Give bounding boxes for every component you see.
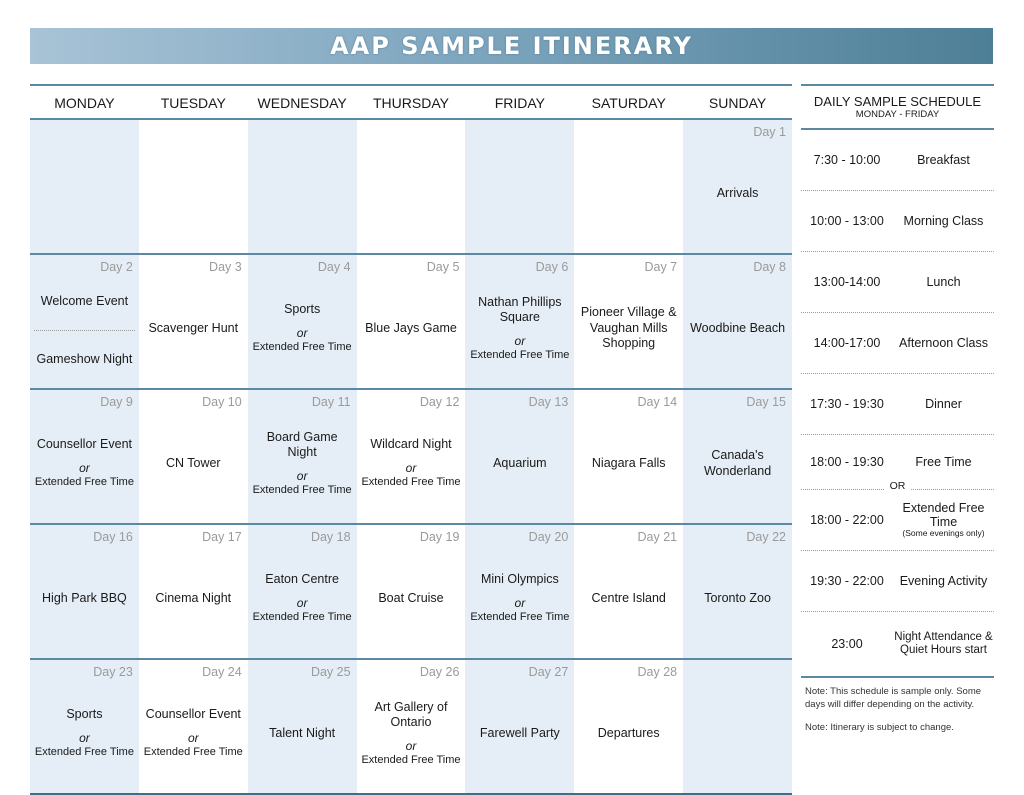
day-number: Day 5 bbox=[426, 260, 460, 274]
day-number: Day 16 bbox=[93, 530, 133, 544]
schedule-time: 13:00-14:00 bbox=[813, 275, 881, 289]
day-cell bbox=[139, 660, 248, 793]
event-name: Counsellor Event bbox=[145, 707, 241, 722]
day-cell bbox=[574, 660, 683, 793]
calendar-header bbox=[30, 84, 792, 120]
day-cell bbox=[574, 525, 683, 658]
schedule-activity: Extended Free Time bbox=[902, 500, 985, 530]
event-name: CN Tower bbox=[165, 455, 221, 470]
day-number: Day 6 bbox=[535, 260, 569, 274]
day-cell bbox=[465, 660, 574, 793]
alternative-event: Extended Free Time bbox=[34, 745, 134, 758]
schedule-activity: Night Attendance & Quiet Hours start bbox=[894, 630, 993, 656]
calendar-week bbox=[30, 660, 792, 795]
schedule-time: 23:00 bbox=[831, 637, 863, 651]
day-number: Day 13 bbox=[528, 395, 569, 409]
event-name: Pioneer Village & bbox=[580, 305, 677, 320]
schedule-notes bbox=[801, 676, 994, 734]
schedule-row bbox=[801, 130, 994, 191]
day-number: Day 2 bbox=[100, 260, 133, 274]
alternative-event: Extended Free Time bbox=[252, 610, 352, 623]
schedule-row bbox=[801, 191, 994, 252]
calendar-week bbox=[30, 255, 792, 390]
schedule-activity: Dinner bbox=[925, 396, 962, 411]
header-saturday: SATURDAY bbox=[591, 95, 666, 111]
event-name: Sports bbox=[66, 707, 103, 722]
schedule-time: 17:30 - 19:30 bbox=[810, 397, 884, 411]
day-cell bbox=[683, 255, 792, 388]
event-name: Gameshow Night bbox=[36, 351, 133, 366]
schedule-time: 7:30 - 10:00 bbox=[813, 153, 881, 167]
day-number: Day 25 bbox=[310, 665, 351, 679]
day-number: Day 12 bbox=[419, 395, 460, 409]
day-cell bbox=[30, 120, 139, 253]
schedule-time: 18:00 - 19:30 bbox=[810, 455, 884, 469]
day-number: Day 22 bbox=[746, 530, 786, 544]
event-name: Counsellor Event bbox=[36, 437, 133, 452]
alternative-event: Extended Free Time bbox=[361, 753, 461, 766]
event-name: Woodbine Beach bbox=[690, 320, 786, 335]
event-name: Mini Olympics bbox=[480, 572, 559, 587]
event-name: Niagara Falls bbox=[591, 455, 666, 470]
schedule-time: 19:30 - 22:00 bbox=[810, 574, 884, 588]
or-label: or bbox=[296, 325, 308, 340]
event-name: Vaughan Mills bbox=[589, 320, 668, 335]
alternative-event: Extended Free Time bbox=[143, 745, 243, 758]
schedule-time: 18:00 - 22:00 bbox=[810, 513, 884, 527]
event-name: Blue Jays Game bbox=[365, 320, 457, 335]
or-label: or bbox=[296, 595, 308, 610]
page-title: AAP SAMPLE ITINERARY bbox=[330, 32, 693, 60]
event-name: Art Gallery of bbox=[374, 699, 448, 714]
schedule-header bbox=[801, 84, 994, 130]
day-cell bbox=[683, 390, 792, 523]
event-name: Farewell Party bbox=[479, 725, 560, 740]
day-number: Day 19 bbox=[419, 530, 460, 544]
schedule-time: 10:00 - 13:00 bbox=[810, 214, 884, 228]
or-label: or bbox=[296, 468, 308, 483]
day-cell bbox=[30, 390, 139, 523]
day-cell bbox=[248, 660, 357, 793]
event-name: Sports bbox=[284, 302, 321, 317]
day-cell bbox=[139, 390, 248, 523]
event-name: Cinema Night bbox=[155, 590, 232, 605]
or-label: or bbox=[79, 730, 90, 745]
alternative-event: Extended Free Time bbox=[252, 340, 352, 353]
header-thursday: THURSDAY bbox=[373, 95, 449, 111]
split-events bbox=[30, 273, 139, 388]
alternative-event: Extended Free Time bbox=[361, 475, 461, 488]
day-number: Day 24 bbox=[202, 665, 242, 679]
header-friday: FRIDAY bbox=[494, 95, 545, 111]
schedule-row bbox=[801, 612, 994, 676]
day-number: Day 3 bbox=[209, 260, 242, 274]
event-name: Canada's bbox=[711, 447, 764, 462]
day-cell bbox=[683, 660, 792, 793]
calendar-weeks bbox=[30, 120, 792, 795]
day-number: Day 28 bbox=[637, 665, 678, 679]
or-label: OR bbox=[884, 480, 912, 492]
day-number: Day 8 bbox=[753, 260, 786, 274]
schedule-activity-note: (Some evenings only) bbox=[902, 528, 985, 539]
day-cell bbox=[683, 120, 792, 253]
schedule-or-divider bbox=[801, 480, 994, 492]
title-banner bbox=[30, 28, 993, 64]
day-cell bbox=[465, 255, 574, 388]
day-number: Day 10 bbox=[202, 395, 242, 409]
schedule-row bbox=[801, 551, 994, 612]
day-cell bbox=[574, 120, 683, 253]
or-label: or bbox=[405, 738, 417, 753]
alternative-event: Extended Free Time bbox=[470, 348, 570, 361]
event-name: Boat Cruise bbox=[378, 590, 444, 605]
day-cell bbox=[248, 255, 357, 388]
day-number: Day 21 bbox=[637, 530, 678, 544]
day-cell bbox=[465, 525, 574, 658]
or-label: or bbox=[514, 595, 526, 610]
day-cell bbox=[357, 390, 466, 523]
schedule-note: Note: Itinerary is subject to change. bbox=[805, 721, 954, 733]
day-cell bbox=[357, 255, 466, 388]
event-name: Talent Night bbox=[269, 725, 336, 740]
header-tuesday: TUESDAY bbox=[160, 95, 226, 111]
calendar-week bbox=[30, 525, 792, 660]
schedule-row bbox=[801, 490, 994, 551]
alternative-event: Extended Free Time bbox=[252, 483, 352, 496]
event-name: Toronto Zoo bbox=[704, 590, 771, 605]
event-name: Scavenger Hunt bbox=[148, 320, 239, 335]
day-cell bbox=[465, 390, 574, 523]
day-cell bbox=[357, 660, 466, 793]
event-name: Shopping bbox=[602, 336, 656, 351]
event-name: Square bbox=[499, 310, 540, 325]
day-number: Day 9 bbox=[100, 395, 133, 409]
day-number: Day 26 bbox=[419, 665, 460, 679]
schedule-title: DAILY SAMPLE SCHEDULE bbox=[813, 94, 982, 109]
day-number: Day 11 bbox=[311, 395, 351, 409]
schedule-subtitle: MONDAY - FRIDAY bbox=[855, 109, 940, 120]
event-name: Wonderland bbox=[703, 463, 772, 478]
schedule-activity: Free Time bbox=[915, 454, 972, 469]
schedule-activity-extended bbox=[893, 501, 994, 540]
day-cell bbox=[248, 525, 357, 658]
day-cell bbox=[248, 390, 357, 523]
day-number: Day 7 bbox=[644, 260, 678, 274]
day-cell bbox=[30, 525, 139, 658]
or-label: or bbox=[79, 460, 90, 475]
day-number: Day 14 bbox=[637, 395, 678, 409]
daily-schedule bbox=[801, 84, 994, 744]
event-name: High Park BBQ bbox=[42, 590, 127, 605]
schedule-activity: Afternoon Class bbox=[899, 335, 988, 350]
event-name: Nathan Phillips bbox=[478, 294, 562, 309]
alternative-event: Extended Free Time bbox=[34, 475, 134, 488]
day-cell bbox=[465, 120, 574, 253]
schedule-row bbox=[801, 374, 994, 435]
event-name: Centre Island bbox=[591, 590, 666, 605]
day-number: Day 4 bbox=[317, 260, 351, 274]
day-cell bbox=[248, 120, 357, 253]
event-name: Aquarium bbox=[493, 455, 547, 470]
day-number: Day 1 bbox=[753, 125, 786, 139]
day-cell bbox=[574, 390, 683, 523]
schedule-activity: Evening Activity bbox=[899, 573, 988, 588]
day-number: Day 15 bbox=[746, 395, 786, 409]
day-cell bbox=[683, 525, 792, 658]
day-cell bbox=[139, 120, 248, 253]
schedule-note: Note: This schedule is sample only. Some days will differ depending on the activity. bbox=[805, 686, 982, 710]
event-name: Board Game bbox=[266, 429, 338, 444]
day-number: Day 23 bbox=[93, 665, 133, 679]
event-name: Departures bbox=[597, 725, 660, 740]
event-name: Ontario bbox=[390, 715, 432, 730]
event-name: Wildcard Night bbox=[370, 437, 452, 452]
schedule-activity: Lunch bbox=[926, 274, 961, 289]
event-name: Eaton Centre bbox=[265, 572, 339, 587]
day-number: Day 20 bbox=[528, 530, 569, 544]
calendar-week bbox=[30, 120, 792, 255]
day-cell bbox=[357, 120, 466, 253]
or-label: or bbox=[187, 730, 199, 745]
or-label: or bbox=[514, 333, 526, 348]
day-number: Day 17 bbox=[202, 530, 242, 544]
event-name: Night bbox=[287, 445, 317, 460]
or-label: or bbox=[405, 460, 417, 475]
schedule-row bbox=[801, 252, 994, 313]
schedule-activity: Breakfast bbox=[917, 152, 970, 167]
day-number: Day 27 bbox=[528, 665, 569, 679]
event-name: Arrivals bbox=[716, 185, 759, 200]
day-cell bbox=[139, 255, 248, 388]
day-cell bbox=[30, 660, 139, 793]
event-name: Welcome Event bbox=[40, 293, 129, 308]
schedule-activity: Morning Class bbox=[903, 213, 984, 228]
header-monday: MONDAY bbox=[54, 95, 115, 111]
schedule-time: 14:00-17:00 bbox=[813, 336, 881, 350]
schedule-row bbox=[801, 313, 994, 374]
day-cell bbox=[139, 525, 248, 658]
day-number: Day 18 bbox=[310, 530, 351, 544]
header-wednesday: WEDNESDAY bbox=[257, 95, 347, 111]
day-cell bbox=[357, 525, 466, 658]
calendar-week bbox=[30, 390, 792, 525]
day-cell bbox=[30, 255, 139, 388]
alternative-event: Extended Free Time bbox=[470, 610, 570, 623]
header-sunday: SUNDAY bbox=[708, 95, 767, 111]
day-cell bbox=[574, 255, 683, 388]
calendar bbox=[30, 84, 792, 795]
